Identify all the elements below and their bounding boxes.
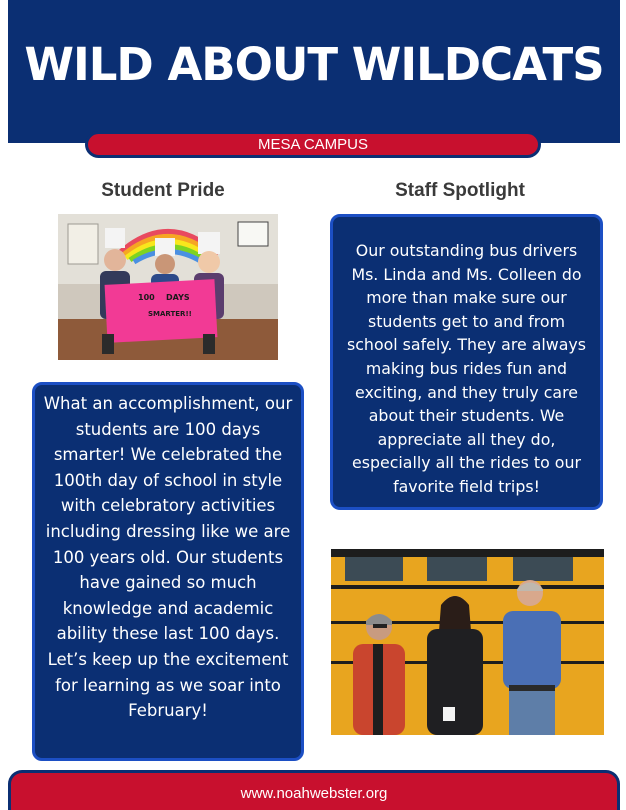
bus-drivers-illustration [331,549,604,735]
student-pride-body: What an accomplishment, our students are 100 days smarter! We celebrated the 100th day of school in style with celebratory activities including dressing like we are 100 years old. Our students have gained so much knowledge and academic ability these last 100 days. Let’s keep up the excitement for learning as we soar into February! [43,394,293,721]
campus-label: MESA CAMPUS [85,131,541,158]
student-pride-heading: Student Pride [101,180,225,201]
staff-spotlight-heading: Staff Spotlight [395,180,525,201]
website-link[interactable]: www.noahwebster.org [240,785,388,802]
svg-text:100: 100 [138,293,155,302]
footer-banner [8,770,620,810]
staff-spotlight-body: Our outstanding bus drivers Ms. Linda and Ms. Colleen do more than make sure our students get to and from school safely. They are always making bus rides fun and exciting, and they truly care about their students. We appreciate all they do, especially all the rides to our favorite field trips! [347,241,586,496]
bus-drivers-photo [331,549,604,735]
svg-text:SMARTER!!: SMARTER!! [148,310,192,318]
student-pride-text-box [32,382,304,761]
header-banner [8,0,620,143]
student-photo-illustration [58,214,278,360]
svg-text:DAYS: DAYS [166,293,190,302]
newsletter-title: WILD ABOUT WILDCATS [24,38,604,91]
student-photo [58,214,278,360]
staff-spotlight-text-box [330,214,603,510]
